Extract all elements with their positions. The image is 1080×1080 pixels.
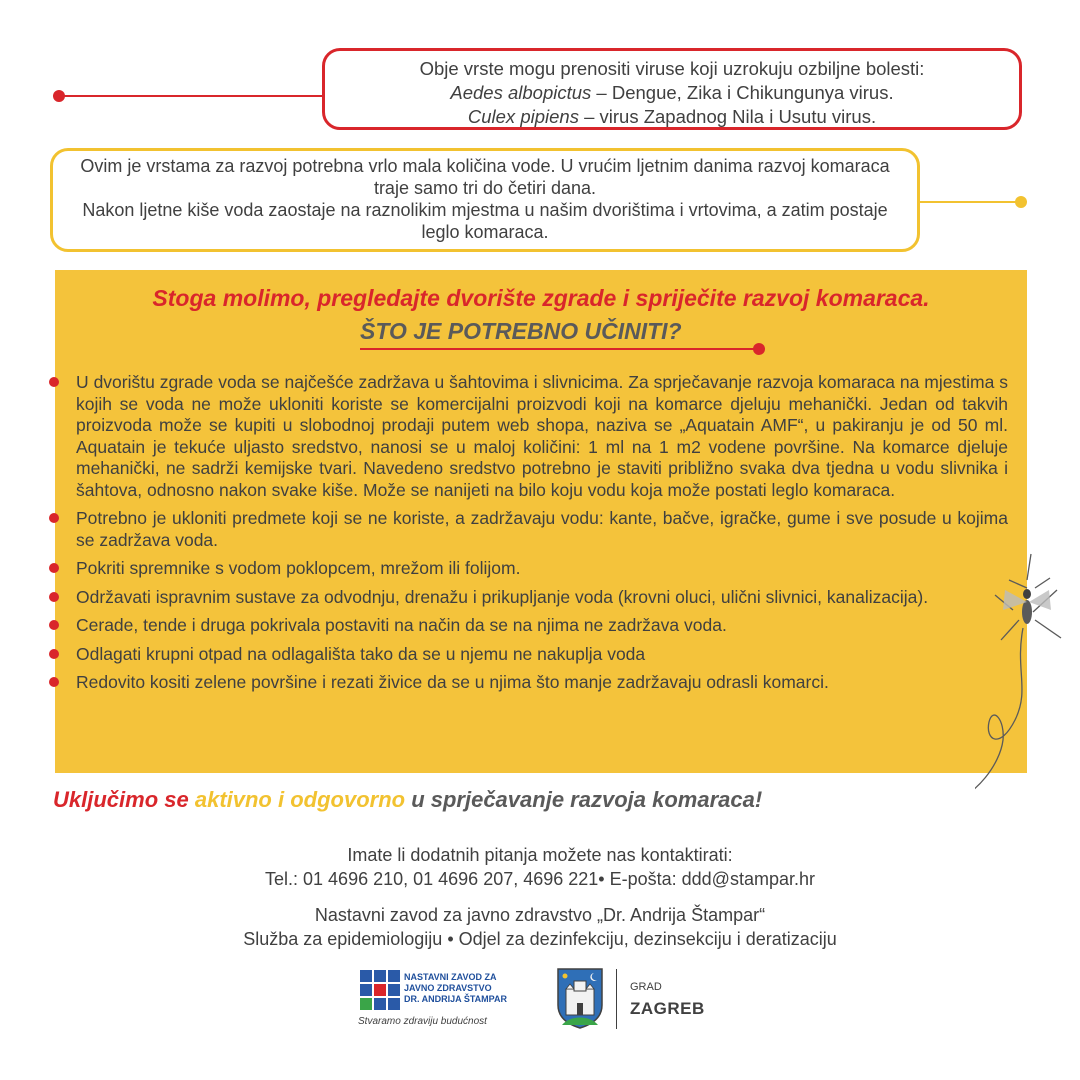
list-item: Održavati ispravnim sustave za odvodnju, drenažu i prikupljanje voda (krovni oluci, ulični slivnici, kanalizacija).: [76, 587, 1008, 609]
breeding-info-para2: Nakon ljetne kiše voda zaostaje na raznolikim mjestma u našim dvorištima i vrtovima, a zatim postaje leglo komaraca.: [82, 200, 888, 242]
instructions-list: [76, 372, 1008, 701]
campaign-tagline: Uključimo se aktivno i odgovorno u sprječavanje razvoja komaraca!: [53, 787, 763, 812]
breeding-info-box: [50, 148, 920, 252]
connector-dot-yellow: [1015, 196, 1027, 208]
virus-info-line1: Obje vrste mogu prenositi viruse koji uzrokuju ozbiljne bolesti:: [419, 58, 925, 79]
virus-info-line2: Aedes albopictus – Dengue, Zika i Chikungunya virus.: [450, 82, 894, 103]
connector-line-red: [58, 95, 324, 97]
institute-slogan: Stvaramo zdraviju budućnost: [358, 1016, 487, 1027]
bullet-icon: [49, 513, 59, 523]
breeding-info-para1: Ovim je vrstama za razvoj potrebna vrlo mala količina vode. U vrućim ljetnim danima razvoj komaraca traje samo tri do četiri dana.: [80, 156, 890, 198]
connector-line-yellow: [918, 201, 1022, 203]
virus-info-line3: Culex pipiens – virus Zapadnog Nila i Usutu virus.: [467, 106, 877, 127]
bullet-icon: [49, 620, 59, 630]
logo-divider: [616, 969, 617, 1029]
list-item: U dvorištu zgrade voda se najčešće zadržava u šahtovima i slivnicima. Za sprječavanje razvoja komaraca na mjestima s kojih se voda ne može ukloniti koriste se komercijalni proizvodi koji na komarce djeluju mehanički. Jedan od takvih proizvoda može se kupiti u slobodnoj prodaji putem web shopa, naziva se „Aquatain AMF“, u pakiranju je od 50 ml. Aquatain je tekuće uljasto sredstvo, nanosi se u maloj količini: 1 ml na 1 m2 vodene površine. Na komarce djeluje mehanički, ne sadrži kemijske tvari. Navedeno sredstvo potrebno je staviti približno svaka dva tjedna u vodu slivnika i šahtova, odnosno nakon svake kiše. Može se nanijeti na bilo koju vodu koja može postati leglo komaraca.: [76, 372, 1008, 501]
institute-name: Nastavni zavod za javno zdravstvo „Dr. Andrija Štampar“: [314, 905, 766, 925]
virus-info-box: [322, 48, 1022, 130]
list-item: Redovito kositi zelene površine i rezati živice da se u njima što manje zadržavaju odrasli komarci.: [76, 672, 1008, 694]
list-item: Cerade, tende i druga pokrivala postaviti na način da se na njima ne zadržava voda.: [76, 615, 1008, 637]
city-logo: [556, 967, 716, 1033]
bullet-icon: [49, 649, 59, 659]
institute-block: [0, 903, 1080, 951]
city-label-big: ZAGREB: [630, 999, 705, 1018]
department-name: Služba za epidemiologiju • Odjel za dezinfekciju, dezinsekciju i deratizaciju: [243, 929, 837, 949]
list-item: Odlagati krupni otpad na odlagališta tako da se u njemu ne nakuplja voda: [76, 644, 1008, 666]
contact-phones: Tel.: 01 4696 210, 01 4696 207, 4696 221• E-pošta: ddd@stampar.hr: [265, 869, 815, 889]
contact-question: Imate li dodatnih pitanja možete nas kontaktirati:: [347, 845, 733, 865]
species-culex: Culex pipiens: [467, 106, 579, 127]
institute-logo-text: NASTAVNI ZAVOD ZA JAVNO ZDRAVSTVO DR. ANDRIJA ŠTAMPAR: [404, 972, 507, 1004]
bullet-icon: [49, 377, 59, 387]
panel-subheading: ŠTO JE POTREBNO UČINITI?: [360, 318, 682, 344]
mosquito-icon: [975, 550, 1075, 820]
subheading-dot: [753, 343, 765, 355]
zagreb-coat-of-arms-icon: [556, 967, 604, 1029]
institute-logo-mark-icon: [360, 970, 400, 1010]
bullet-icon: [49, 677, 59, 687]
institute-logo: [358, 968, 518, 1030]
species-aedes: Aedes albopictus: [450, 82, 592, 103]
bullet-icon: [49, 592, 59, 602]
contact-block: [0, 843, 1080, 891]
list-item: Pokriti spremnike s vodom poklopcem, mrežom ili folijom.: [76, 558, 1008, 580]
city-label-small: GRAD: [630, 981, 662, 993]
bullet-icon: [49, 563, 59, 573]
list-item: Potrebno je ukloniti predmete koji se ne koriste, a zadržavaju vodu: kante, bačve, igračke, gume i sve posude u kojima se zadržava voda.: [76, 508, 1008, 551]
panel-headline: Stoga molimo, pregledajte dvorište zgrade i spriječite razvoj komaraca.: [152, 285, 930, 311]
subheading-underline: [360, 348, 760, 350]
